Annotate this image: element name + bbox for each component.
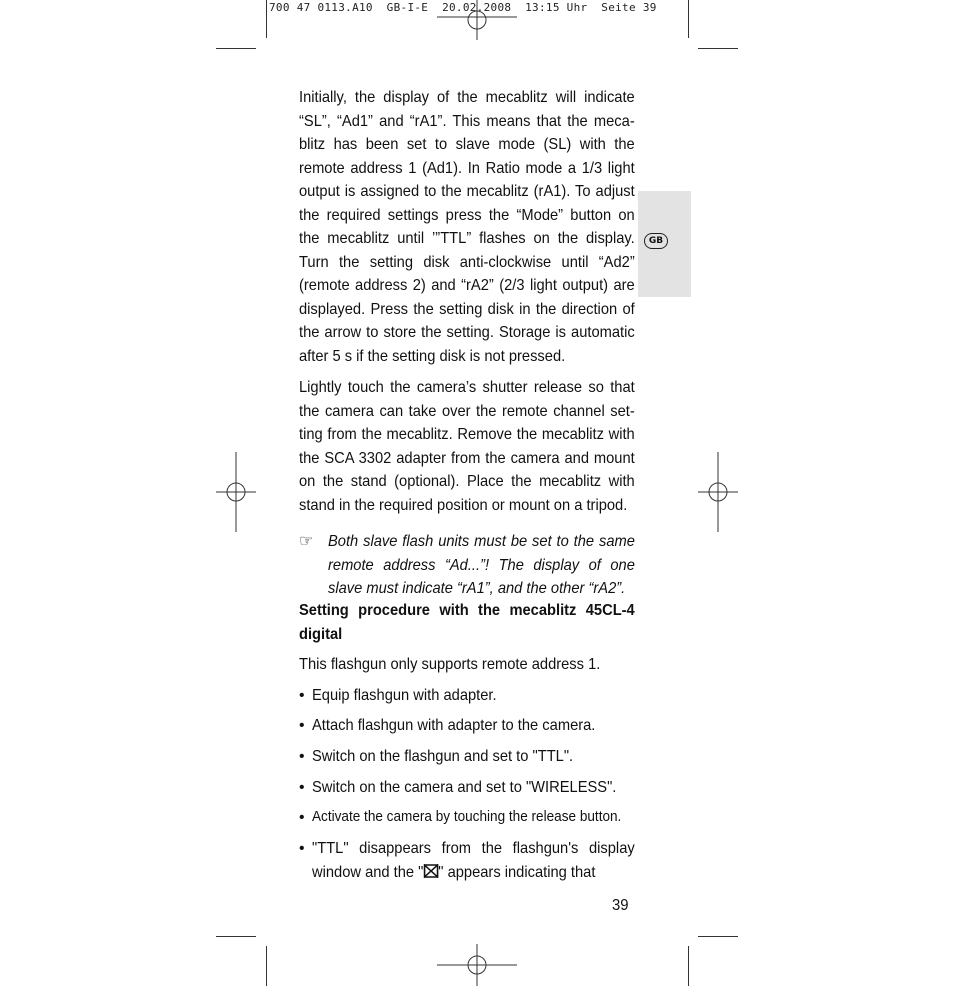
paragraph-slave-setup: Initially, the display of the mecablitz will indicate “SL”, “Ad1” and “rA1”. This means that the meca-blitz has been set to slave mode (SL) with the remote address 1 (Ad1). In Ratio mode a 1/3 light output is assigned to the mecablitz (rA1). To adjust the required settings press the “Mode” button on the mecablitz until ’”TTL” flashes on the display. Turn the setting disk anti-clockwise until “Ad2” (remote address 2) and “rA2” (2/3 light output) are displayed. Press the setting disk in the direction of the arrow to store the setting. Storage is automatic after 5 s if the setting disk is not pressed. — [299, 89, 635, 365]
crop-mark — [698, 48, 738, 49]
language-badge: GB — [644, 233, 668, 249]
list-item-text-start: "TTL" disappears from the flashgun's display window and the " — [312, 840, 635, 881]
registration-mark-right — [698, 452, 738, 532]
paragraph-remote-address: This flashgun only supports remote address 1. — [299, 656, 601, 673]
registration-mark-left — [216, 452, 256, 532]
list-item-text: Activate the camera by touching the release button. — [312, 809, 622, 825]
wireless-bowtie-icon — [423, 864, 438, 878]
list-item-text: Switch on the flashgun and set to "TTL". — [312, 748, 574, 765]
list-item-text-end: " appears indicating that — [438, 863, 596, 881]
paragraph-shutter-release: Lightly touch the camera’s shutter release so that the camera can take over the remote channel set-ting from the mecablitz. Remove the mecablitz with the SCA 3302 adapter from the camera and mount on the stand (optional). Place the mecablitz with stand in the required position or mount on a tripod. — [299, 379, 635, 514]
crop-mark — [216, 48, 256, 49]
registration-mark-top — [437, 0, 517, 40]
list-item-text: Equip flashgun with adapter. — [312, 687, 497, 704]
bullet-icon: • — [299, 717, 305, 734]
crop-mark — [688, 0, 689, 38]
note-text: Both slave flash units must be set to the same remote address “Ad...”! The display of one slave must indicate “rA1”, and the other “rA2”. — [328, 533, 635, 597]
page-number: 39 — [612, 897, 629, 914]
bullet-icon: • — [299, 687, 305, 704]
list-item-text: Switch on the camera and set to "WIRELESS". — [312, 779, 617, 796]
bullet-icon: • — [299, 840, 305, 857]
crop-mark — [266, 946, 267, 986]
page-header: 700 47 0113.A10 GB-I-E 20.02.2008 13:15 Uhr Seite 39 — [269, 1, 657, 14]
crop-mark — [216, 936, 256, 937]
section-heading: Setting procedure with the mecablitz 45CL-4 digital — [299, 602, 635, 643]
crop-mark — [698, 936, 738, 937]
bullet-icon: • — [299, 779, 305, 796]
list-item-text: Attach flashgun with adapter to the camera. — [312, 717, 596, 734]
bullet-icon: • — [299, 809, 305, 826]
registration-mark-bottom — [437, 944, 517, 986]
list-item-text — [312, 837, 635, 884]
bullet-icon: • — [299, 748, 305, 765]
pointing-hand-icon: ☞ — [299, 533, 314, 550]
crop-mark — [266, 0, 267, 38]
crop-mark — [688, 946, 689, 986]
